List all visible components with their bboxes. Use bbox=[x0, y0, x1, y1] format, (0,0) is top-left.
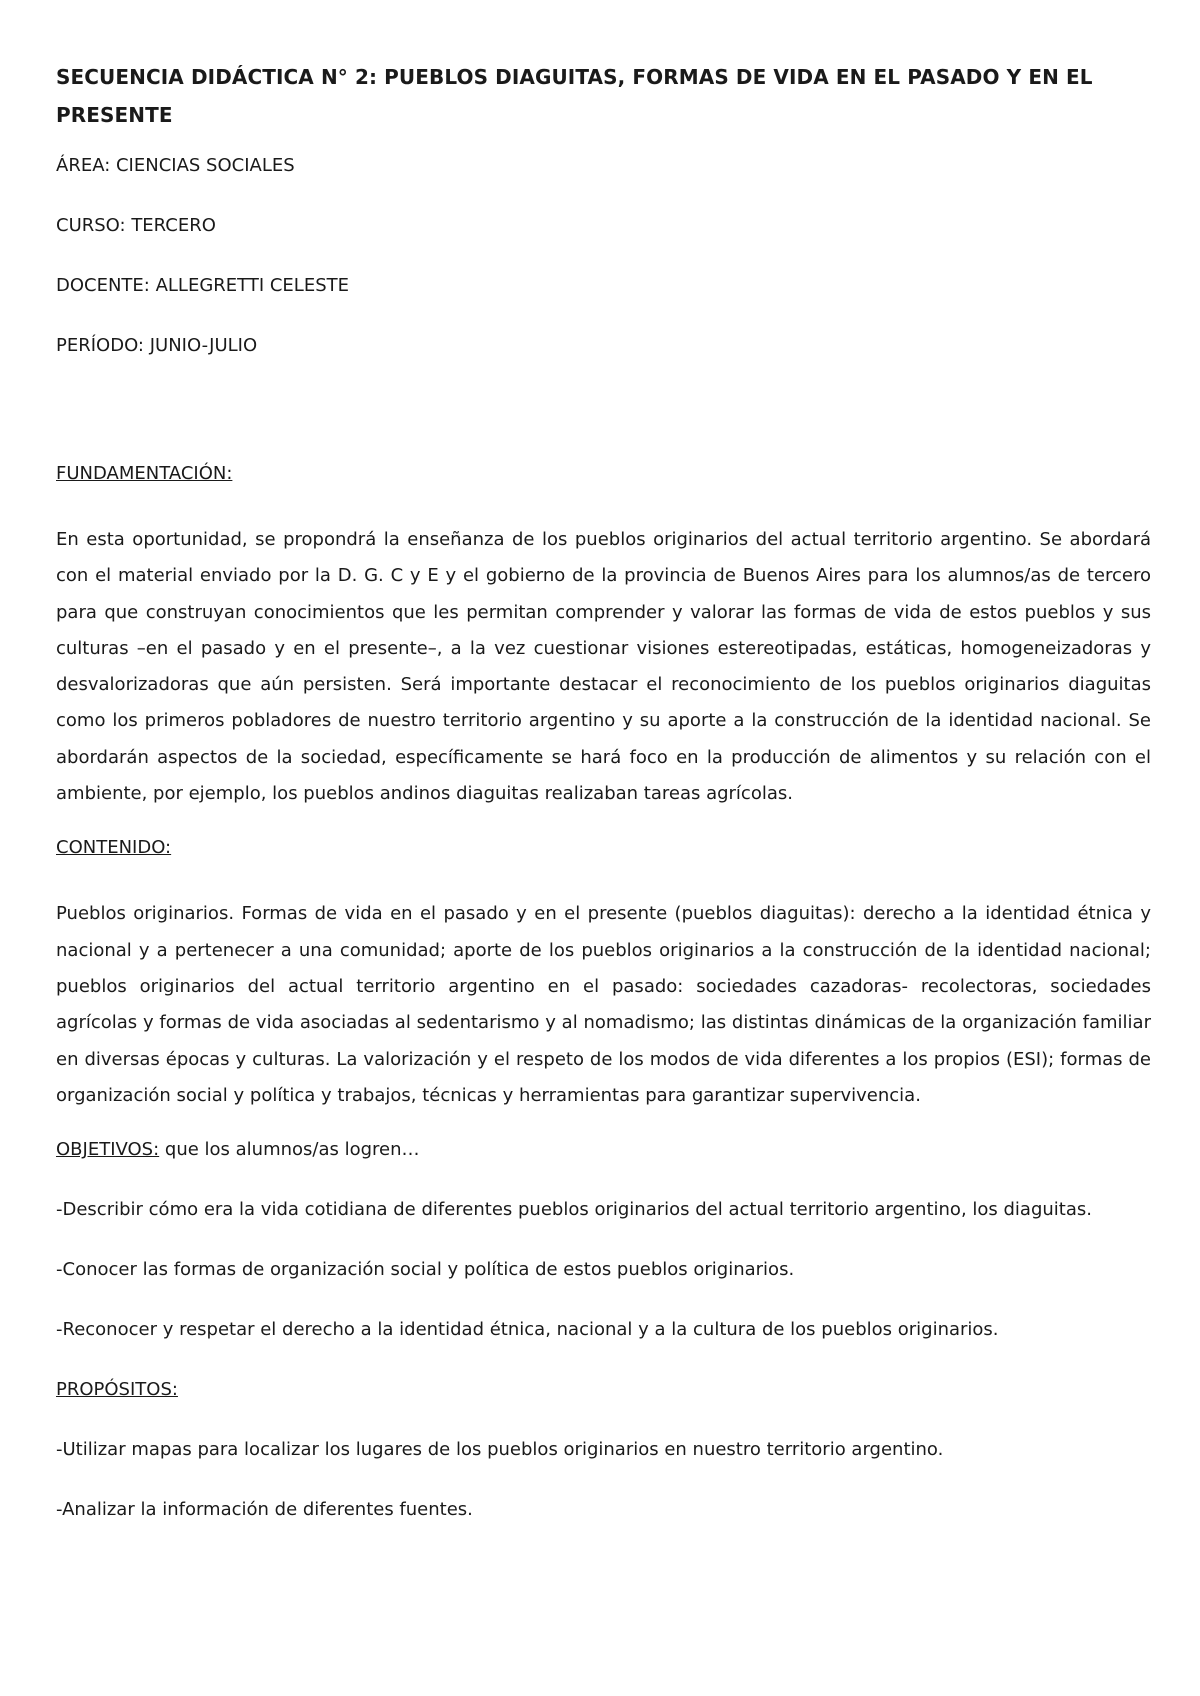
fundamentacion-heading: FUNDAMENTACIÓN: bbox=[56, 463, 233, 484]
contenido-text: Pueblos originarios. Formas de vida en el pasado y en el presente (pueblos diaguitas): derecho a la identidad étnica y nacional y a pertenecer a una comunidad; aporte de los pueblos originarios a la construcción de la identidad nacional; pueblos originarios del actual territorio argentino en el pasado: sociedades cazadoras- recolectoras, sociedades agrícolas y formas de vida asociadas al sedentarismo y al nomadismo; las distintas dinámicas de la organización familiar en diversas épocas y culturas. La valorización y el respeto de los modos de vida diferentes a los propios (ESI); formas de organización social y política y trabajos, técnicas y herramientas para garantizar supervivencia. bbox=[56, 903, 1151, 1106]
periodo-line: PERÍODO: JUNIO-JULIO bbox=[56, 335, 258, 356]
document-title: SECUENCIA DIDÁCTICA N° 2: PUEBLOS DIAGUITAS, FORMAS DE VIDA EN EL PASADO Y EN EL PRESENTE bbox=[56, 65, 1093, 127]
objetivos-heading: OBJETIVOS: bbox=[56, 1139, 160, 1161]
curso-line: CURSO: TERCERO bbox=[56, 215, 216, 236]
docente-line: DOCENTE: ALLEGRETTI CELESTE bbox=[56, 275, 350, 296]
objetivo-item: -Conocer las formas de organización social y política de estos pueblos originarios. bbox=[56, 1259, 795, 1281]
objetivos-intro: que los alumnos/as logren… bbox=[159, 1139, 420, 1161]
contenido-heading: CONTENIDO: bbox=[56, 837, 172, 859]
propositos-heading: PROPÓSITOS: bbox=[56, 1379, 178, 1401]
proposito-item: -Analizar la información de diferentes fuentes. bbox=[56, 1499, 473, 1521]
area-line: ÁREA: CIENCIAS SOCIALES bbox=[56, 155, 295, 176]
proposito-item: -Utilizar mapas para localizar los lugares de los pueblos originarios en nuestro territorio argentino. bbox=[56, 1439, 944, 1461]
objetivos-heading-line bbox=[56, 1138, 1151, 1162]
objetivo-item: -Describir cómo era la vida cotidiana de diferentes pueblos originarios del actual territorio argentino, los diaguitas. bbox=[56, 1199, 1092, 1221]
objetivo-item: -Reconocer y respetar el derecho a la identidad étnica, nacional y a la cultura de los pueblos originarios. bbox=[56, 1319, 999, 1341]
document-page bbox=[56, 58, 1151, 1558]
fundamentacion-text: En esta oportunidad, se propondrá la enseñanza de los pueblos originarios del actual territorio argentino. Se abordará con el material enviado por la D. G. C y E y el gobierno de la provincia de Buenos Aires para los alumnos/as de tercero para que construyan conocimientos que les permitan comprender y valorar las formas de vida de estos pueblos y sus culturas –en el pasado y en el presente–, a la vez cuestionar visiones estereotipadas, estáticas, homogeneizadoras y desvalorizadoras que aún persisten. Será importante destacar el reconocimiento de los pueblos originarios diaguitas como los primeros pobladores de nuestro territorio argentino y su aporte a la construcción de la identidad nacional. Se abordarán aspectos de la sociedad, específicamente se hará foco en la producción de alimentos y su relación con el ambiente, por ejemplo, los pueblos andinos diaguitas realizaban tareas agrícolas. bbox=[56, 529, 1151, 805]
